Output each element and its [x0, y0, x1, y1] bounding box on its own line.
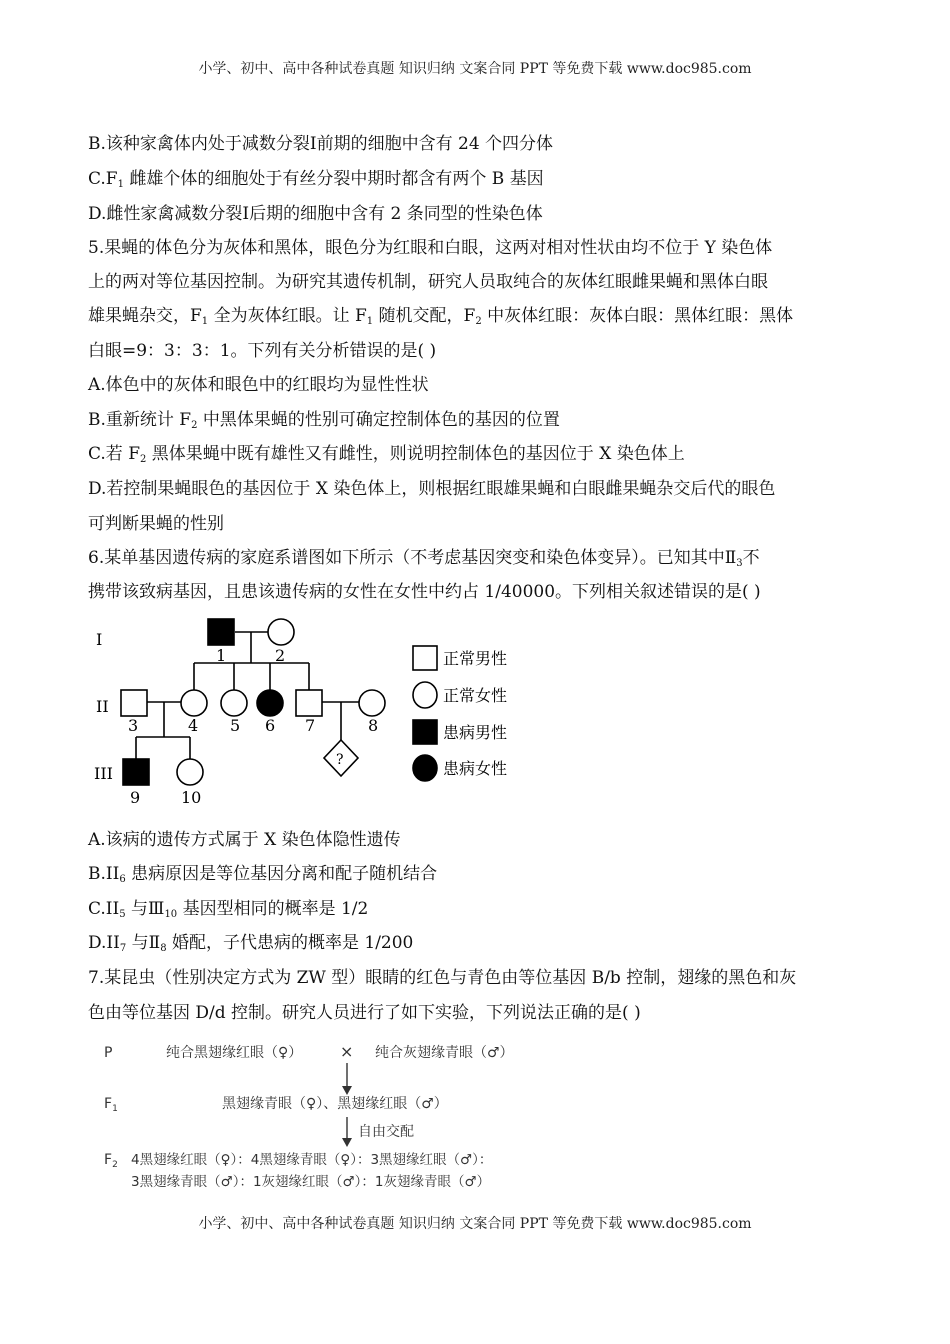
individual-III10 [177, 759, 203, 785]
arrow-down-icon [342, 1086, 352, 1095]
generation-label: P [104, 1045, 113, 1061]
option-line: D.若控制果蝇眼色的基因位于 X 染色体上，则根据红眼雄果蝇和白眼雌果蝇杂交后代的眼色 [88, 479, 776, 499]
individual-number: 10 [181, 788, 202, 807]
individual-number: 9 [130, 788, 141, 807]
individual-number: 7 [305, 716, 316, 735]
individual-number: 5 [230, 716, 241, 735]
legend-affected-female-symbol [413, 755, 437, 781]
generation-label: III [94, 764, 113, 783]
generation-label: II [96, 697, 109, 716]
individual-I1 [208, 619, 234, 645]
individual-number: 8 [368, 716, 379, 735]
individual-II7 [296, 690, 322, 716]
individual-number: 2 [275, 646, 286, 665]
legend-label: 患病男性 [443, 723, 508, 742]
option-line: 可判断果蝇的性别 [88, 514, 224, 534]
option-line: A.体色中的灰体和眼色中的红眼均为显性性状 [88, 375, 429, 395]
individual-number: 1 [216, 646, 227, 665]
individual-II6 [257, 690, 283, 716]
cross-diagram [95, 1034, 595, 1194]
parent-female: 纯合黑翅缘红眼（♀） [166, 1045, 303, 1061]
question-6-text: 携带该致病基因，且患该遗传病的女性在女性中约占 1/40000。下列相关叙述错误的是( ) [88, 582, 761, 602]
legend-label: 正常男性 [443, 649, 508, 668]
legend-affected-male-symbol [413, 720, 437, 744]
individual-number: 4 [188, 716, 199, 735]
individual-II5 [221, 690, 247, 716]
legend-normal-female-symbol [413, 682, 437, 708]
option-line: A.该病的遗传方式属于 X 染色体隐性遗传 [88, 830, 401, 850]
option-line: B.该种家禽体内处于减数分裂Ⅰ前期的细胞中含有 24 个四分体 [88, 134, 554, 154]
legend-normal-male-symbol [413, 646, 437, 670]
option-line: $D.II_7$ 与$Ⅱ_8$ 婚配，子代患病的概率是 1/200 [88, 933, 414, 954]
option-line: C.若 $F_2$ 黑体果蝇中既有雄性又有雌性，则说明控制体色的基因位于 X 染色体上 [88, 444, 685, 465]
individual-II3 [121, 690, 147, 716]
f1-offspring: 黑翅缘青眼（♀）、黑翅缘红眼（♂） [222, 1096, 448, 1112]
cross-symbol: × [340, 1042, 354, 1061]
mating-label: 自由交配 [358, 1124, 414, 1140]
generation-label: I [96, 630, 103, 649]
question-7-text: 7.某昆虫（性别决定方式为 ZW 型）眼睛的红色与青色由等位基因 B/b 控制，翅缘的黑色和灰 [88, 968, 797, 988]
unknown-mark: ? [336, 752, 344, 768]
pedigree-chart [80, 612, 550, 812]
question-5-text: 白眼=9：3：3：1。下列有关分析错误的是( ) [88, 341, 437, 361]
option-line: D.雌性家禽减数分裂Ⅰ后期的细胞中含有 2 条同型的性染色体 [88, 204, 543, 224]
individual-III9 [123, 759, 149, 785]
individual-II8 [359, 690, 385, 716]
question-5-text: 5.果蝇的体色分为灰体和黑体，眼色分为红眼和白眼，这两对相对性状由均不位于 Y 染色体 [88, 238, 773, 258]
parent-male: 纯合灰翅缘青眼（♂） [375, 1045, 514, 1061]
individual-II4 [181, 690, 207, 716]
question-5-text: 雄果蝇杂交，$F_1$ 全为灰体红眼。让 $F_1$ 随机交配，$F_2$ 中灰体红眼：灰体白眼：黑体红眼：黑体 [88, 306, 794, 327]
option-line: $C.F_1$ 雌雄个体的细胞处于有丝分裂中期时都含有两个 B 基因 [88, 169, 544, 190]
generation-label: $F_2$ [104, 1152, 118, 1170]
option-line: $C.II_5$ 与$Ⅲ_{10}$ 基因型相同的概率是 1/2 [88, 899, 369, 920]
page-header: 小学、初中、高中各种试卷真题 知识归纳 文案合同 PPT 等免费下载 www.doc985.com [198, 61, 752, 77]
f2-ratio: 3黑翅缘青眼（♂）：1灰翅缘红眼（♂）：1灰翅缘青眼（♂） [131, 1174, 491, 1190]
f2-ratio: 4黑翅缘红眼（♀）：4黑翅缘青眼（♀）：3黑翅缘红眼（♂）： [131, 1152, 493, 1168]
legend-label: 患病女性 [443, 759, 508, 778]
arrow-down-icon [342, 1138, 352, 1147]
legend-label: 正常女性 [443, 686, 508, 705]
question-5-text: 上的两对等位基因控制。为研究其遗传机制，研究人员取纯合的灰体红眼雌果蝇和黑体白眼 [88, 272, 768, 292]
question-6-text: 6.某单基因遗传病的家庭系谱图如下所示（不考虑基因突变和染色体变异）。已知其中$Ⅱ_3$不 [88, 548, 760, 569]
individual-number: 6 [265, 716, 276, 735]
page-footer: 小学、初中、高中各种试卷真题 知识归纳 文案合同 PPT 等免费下载 www.doc985.com [198, 1216, 752, 1232]
option-line: $B.II_6$ 患病原因是等位基因分离和配子随机结合 [88, 864, 438, 885]
question-7-text: 色由等位基因 D/d 控制。研究人员进行了如下实验，下列说法正确的是( ) [88, 1003, 641, 1023]
individual-number: 3 [128, 716, 139, 735]
individual-I2 [268, 619, 294, 645]
generation-label: $F_1$ [104, 1096, 118, 1114]
option-line: B.重新统计 $F_2$ 中黑体果蝇的性别可确定控制体色的基因的位置 [88, 410, 560, 431]
